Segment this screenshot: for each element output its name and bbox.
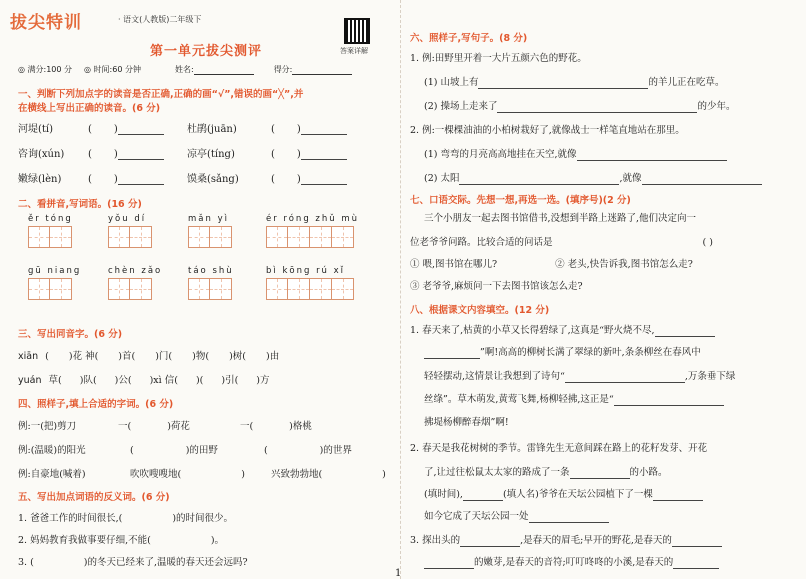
- writing-cell[interactable]: [50, 226, 72, 248]
- fill-text: 拂堤杨柳醉春烟”啊!: [424, 417, 509, 428]
- pron-row: 河堤(tí) ( ) 杜鹃(juān) ( ): [18, 120, 347, 135]
- pinyin-group: ér róng zhǔ mù: [266, 214, 359, 248]
- answer-line[interactable]: [460, 536, 520, 547]
- pron-row: 嫩绿(lèn) ( ) 馍桑(sǎng) ( ): [18, 170, 347, 185]
- section-2-title: 二、看拼音,写词语。(16 分): [18, 199, 142, 210]
- writing-cell[interactable]: [310, 226, 332, 248]
- fill-text: 轻轻摆动,这情景让我想到了诗句“ ,万条垂下绿: [424, 371, 736, 382]
- sentence-example: 2. 例:一棵棵油油的小柏树栽好了,就像战士一样笔直地站在那里。: [410, 125, 685, 136]
- test-meta: [18, 64, 388, 75]
- sentence-item: (2) 太阳 ,就像: [424, 172, 804, 185]
- answer-line[interactable]: [529, 512, 609, 523]
- homophone-row: yuán 草( )队( )公( )xì 信( )( )引( )方: [18, 375, 270, 386]
- brand-logo: 拔尖特训: [10, 13, 82, 33]
- answer-line[interactable]: [570, 468, 630, 479]
- answer-line[interactable]: [653, 490, 703, 501]
- section-6-title: 六、照样子,写句子。(8 分): [410, 33, 528, 44]
- pinyin-group: bì kōng rú xǐ: [266, 266, 354, 300]
- sentence-item: (1) 山坡上有 的羊儿正在吃草。: [424, 77, 725, 88]
- answer-line[interactable]: [577, 150, 727, 161]
- answer-line[interactable]: [655, 326, 715, 337]
- section-8-title: 八、根据课文内容填空。(12 分): [410, 305, 550, 316]
- writing-cell[interactable]: [266, 226, 288, 248]
- brand-subtitle: · 语文(人教版)二年级下: [118, 15, 202, 24]
- answer-line[interactable]: [301, 149, 347, 160]
- fill-text: ”啊!高高的柳树长满了翠绿的新叶,条条柳丝在春风中: [424, 346, 804, 359]
- writing-cell[interactable]: [130, 278, 152, 300]
- option-row: [410, 258, 790, 271]
- answer-line[interactable]: [463, 490, 503, 501]
- pinyin-group: ěr tóng: [28, 214, 73, 248]
- answer-line[interactable]: [118, 174, 164, 185]
- writing-cell[interactable]: [28, 226, 50, 248]
- answer-line[interactable]: [118, 124, 164, 135]
- section-5-title: 五、写出加点词语的反义词。(6 分): [18, 492, 170, 503]
- writing-cell[interactable]: [332, 278, 354, 300]
- option-3[interactable]: ③ 老爷爷,麻烦问一下去图书馆该怎么走?: [410, 281, 583, 292]
- answer-line[interactable]: [424, 348, 480, 359]
- answer-line[interactable]: [301, 124, 347, 135]
- writing-cell[interactable]: [310, 278, 332, 300]
- answer-line[interactable]: [497, 102, 697, 113]
- fill-text: 丝绦”。草木萌发,黄莺飞舞,杨柳轻拂,这正是“: [424, 393, 804, 406]
- writing-cell[interactable]: [108, 278, 130, 300]
- writing-cell[interactable]: [188, 278, 210, 300]
- pinyin-group: táo shù: [188, 266, 234, 300]
- option-1[interactable]: ① 喂,图书馆在哪儿?: [410, 259, 498, 270]
- full-score: ◎ 满分:100 分: [18, 65, 73, 74]
- answer-line[interactable]: [672, 536, 722, 547]
- example-row: 例:自豪地(喊着) 吹吹嗖嗖地( ) 兴致勃勃地( ): [18, 469, 386, 480]
- pinyin-group: gū niang: [28, 266, 81, 300]
- sentence-item: (1) 弯弯的月亮高高地挂在天空,就像: [424, 148, 804, 161]
- example-row: 例:一(把)剪刀 一( )荷花 一( )格桃: [18, 421, 312, 432]
- writing-cell[interactable]: [210, 226, 232, 248]
- answer-line[interactable]: [301, 174, 347, 185]
- fill-text: 的嫩芽,是春天的音符;叮叮咚咚的小溪,是春天的: [424, 556, 804, 569]
- homophone-row: xiān ( )花 神( )首( )门( )物( )树( )由: [18, 351, 280, 362]
- writing-cell[interactable]: [28, 278, 50, 300]
- writing-cell[interactable]: [288, 226, 310, 248]
- writing-cell[interactable]: [210, 278, 232, 300]
- antonym-question: 1. 爸爸工作的时间很长,( )的时间很少。: [18, 513, 234, 524]
- antonym-question: 3. ( )的冬天已经来了,温暖的春天还会远吗?: [18, 557, 248, 568]
- fill-text: 3. 探出头的 ,是春天的眉毛;早开的野花,是春天的: [410, 534, 790, 547]
- section-4-title: 四、照样子,填上合适的字词。(6 分): [18, 399, 174, 410]
- question-text: 三个小朋友一起去图书馆借书,没想到半路上迷路了,他们决定向一: [424, 213, 697, 224]
- answer-line[interactable]: [642, 174, 762, 185]
- score-label: 得分:: [273, 65, 293, 74]
- qr-label: 答案详解: [340, 47, 368, 55]
- answer-line[interactable]: [614, 395, 724, 406]
- section-7-title: 七、口语交际。先想一想,再选一选。(填序号)(2 分): [410, 195, 631, 206]
- writing-cell[interactable]: [266, 278, 288, 300]
- pinyin-group: mǎn yì: [188, 214, 232, 248]
- fill-text: 2. 春天是我花树树的季节。雷锋先生无意间踩在路上的花籽发芽、开花: [410, 443, 708, 454]
- answer-line[interactable]: [565, 372, 685, 383]
- fill-text: (填时间), (填人名)爷爷在天坛公园植下了一棵: [424, 488, 804, 501]
- section-1-title-cont: 在横线上写出正确的读音。(6 分): [18, 103, 161, 114]
- page-number: 1: [395, 568, 402, 579]
- qr-code-icon[interactable]: [344, 18, 370, 44]
- writing-cell[interactable]: [332, 226, 354, 248]
- example-row: 例:(温暖)的阳光 ( )的田野 ( )的世界: [18, 445, 352, 456]
- antonym-question: 2. 妈妈教育我做事要仔细,不能( )。: [18, 535, 225, 546]
- option-2[interactable]: ② 老头,快告诉我,图书馆怎么走?: [555, 259, 693, 270]
- answer-line[interactable]: [673, 558, 719, 569]
- question-text: 位老爷爷问路。比较合适的问话是 ( ): [410, 237, 713, 248]
- writing-cell[interactable]: [50, 278, 72, 300]
- answer-line[interactable]: [118, 149, 164, 160]
- sentence-item: (2) 操场上走来了 的少年。: [424, 101, 736, 112]
- sentence-example: 1. 例:田野里开着一大片五颜六色的野花。: [410, 53, 587, 64]
- fill-text: 了,让过往松鼠太太家的路成了一条 的小路。: [424, 467, 668, 478]
- answer-line[interactable]: [478, 78, 648, 89]
- fill-text: 1. 春天来了,枯黄的小草又长得碧绿了,这真是“野火烧不尽,: [410, 324, 790, 337]
- writing-cell[interactable]: [188, 226, 210, 248]
- score-field[interactable]: [292, 66, 352, 75]
- writing-cell[interactable]: [288, 278, 310, 300]
- pron-row: 咨询(xún) ( ) 凉亭(tíng) ( ): [18, 145, 347, 160]
- pinyin-group: yǒu dí: [108, 214, 152, 248]
- name-label: 姓名:: [174, 65, 194, 74]
- writing-cell[interactable]: [130, 226, 152, 248]
- pinyin-group: chèn zǎo: [108, 266, 162, 300]
- fill-text: 如今它成了天坛公园一处: [424, 510, 804, 523]
- section-3-title: 三、写出同音字。(6 分): [18, 329, 123, 340]
- section-1-title: 一、判断下列加点字的读音是否正确,正确的画“√”,错误的画“╳”,并: [18, 89, 304, 100]
- answer-line[interactable]: [424, 558, 474, 569]
- test-title: 第一单元拔尖测评: [150, 44, 263, 59]
- name-field[interactable]: [194, 66, 254, 75]
- writing-cell[interactable]: [108, 226, 130, 248]
- time-limit: ◎ 时间:60 分钟: [84, 65, 141, 74]
- answer-line[interactable]: [459, 174, 619, 185]
